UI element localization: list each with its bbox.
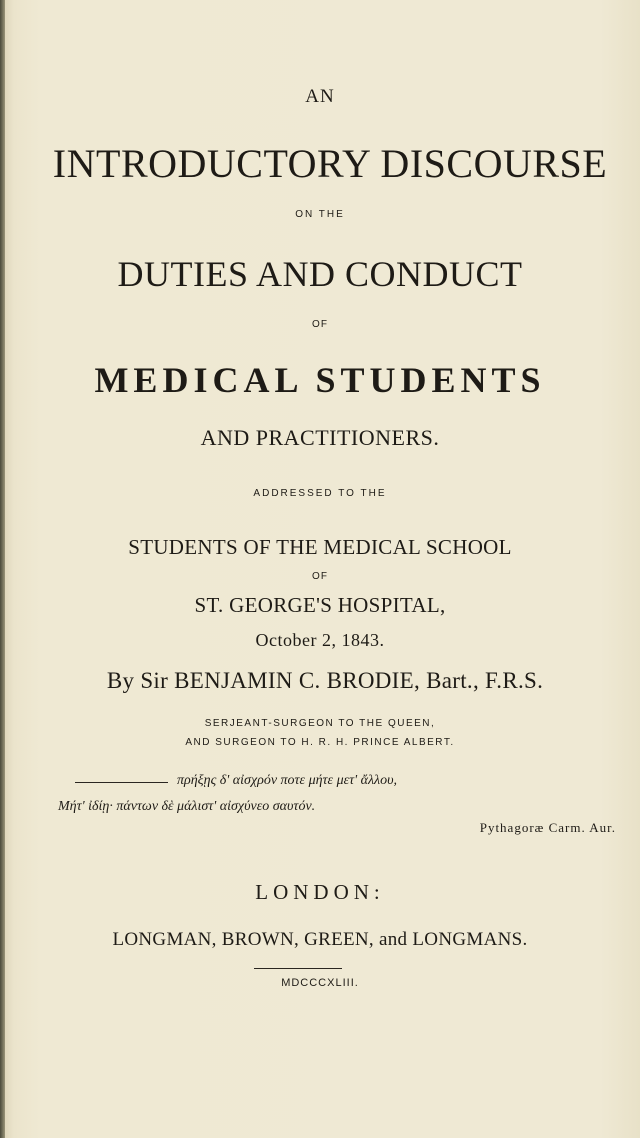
audience-students: STUDENTS OF THE MEDICAL SCHOOL [128,535,512,559]
title-and-practitioners: AND PRACTITIONERS. [200,425,440,450]
audience-hospital: ST. GEORGE'S HOSPITAL, [194,593,446,617]
epigraph-rule [75,782,168,783]
audience-of: OF [312,571,328,582]
title-medical-students: MEDICAL STUDENTS [94,360,546,400]
imprint-rule [254,968,342,969]
imprint-city: LONDON: [255,880,385,904]
title-introductory-discourse: INTRODUCTORY DISCOURSE [52,141,608,186]
title-on-the: ON THE [295,209,345,220]
title-an: AN [305,86,335,107]
epigraph-attribution: Pythagoræ Carm. Aur. [479,820,616,835]
page-spine-edge [0,0,5,1138]
epigraph-line-1: πρήξῃς δ' αἰσχρόν ποτε μήτε μετ' ἄλλου, [177,773,398,788]
author-title-serjeant: SERJEANT-SURGEON TO THE QUEEN, [204,718,436,729]
title-of: OF [312,319,328,330]
author-line: By Sir BENJAMIN C. BRODIE, Bart., F.R.S. [106,668,544,693]
author-title-surgeon: AND SURGEON TO H. R. H. PRINCE ALBERT. [185,737,455,748]
discourse-date: October 2, 1843. [255,630,385,650]
imprint-year: MDCCCXLIII. [281,977,359,989]
addressed-to: ADDRESSED TO THE [253,488,387,499]
imprint-publisher: LONGMAN, BROWN, GREEN, and LONGMANS. [112,929,528,950]
epigraph-line-2: Μήτ' ἰδίῃ· πάντων δὲ μάλιστ' αἰσχύνεο σαυτόν. [58,799,316,814]
title-duties-and-conduct: DUTIES AND CONDUCT [117,254,523,294]
